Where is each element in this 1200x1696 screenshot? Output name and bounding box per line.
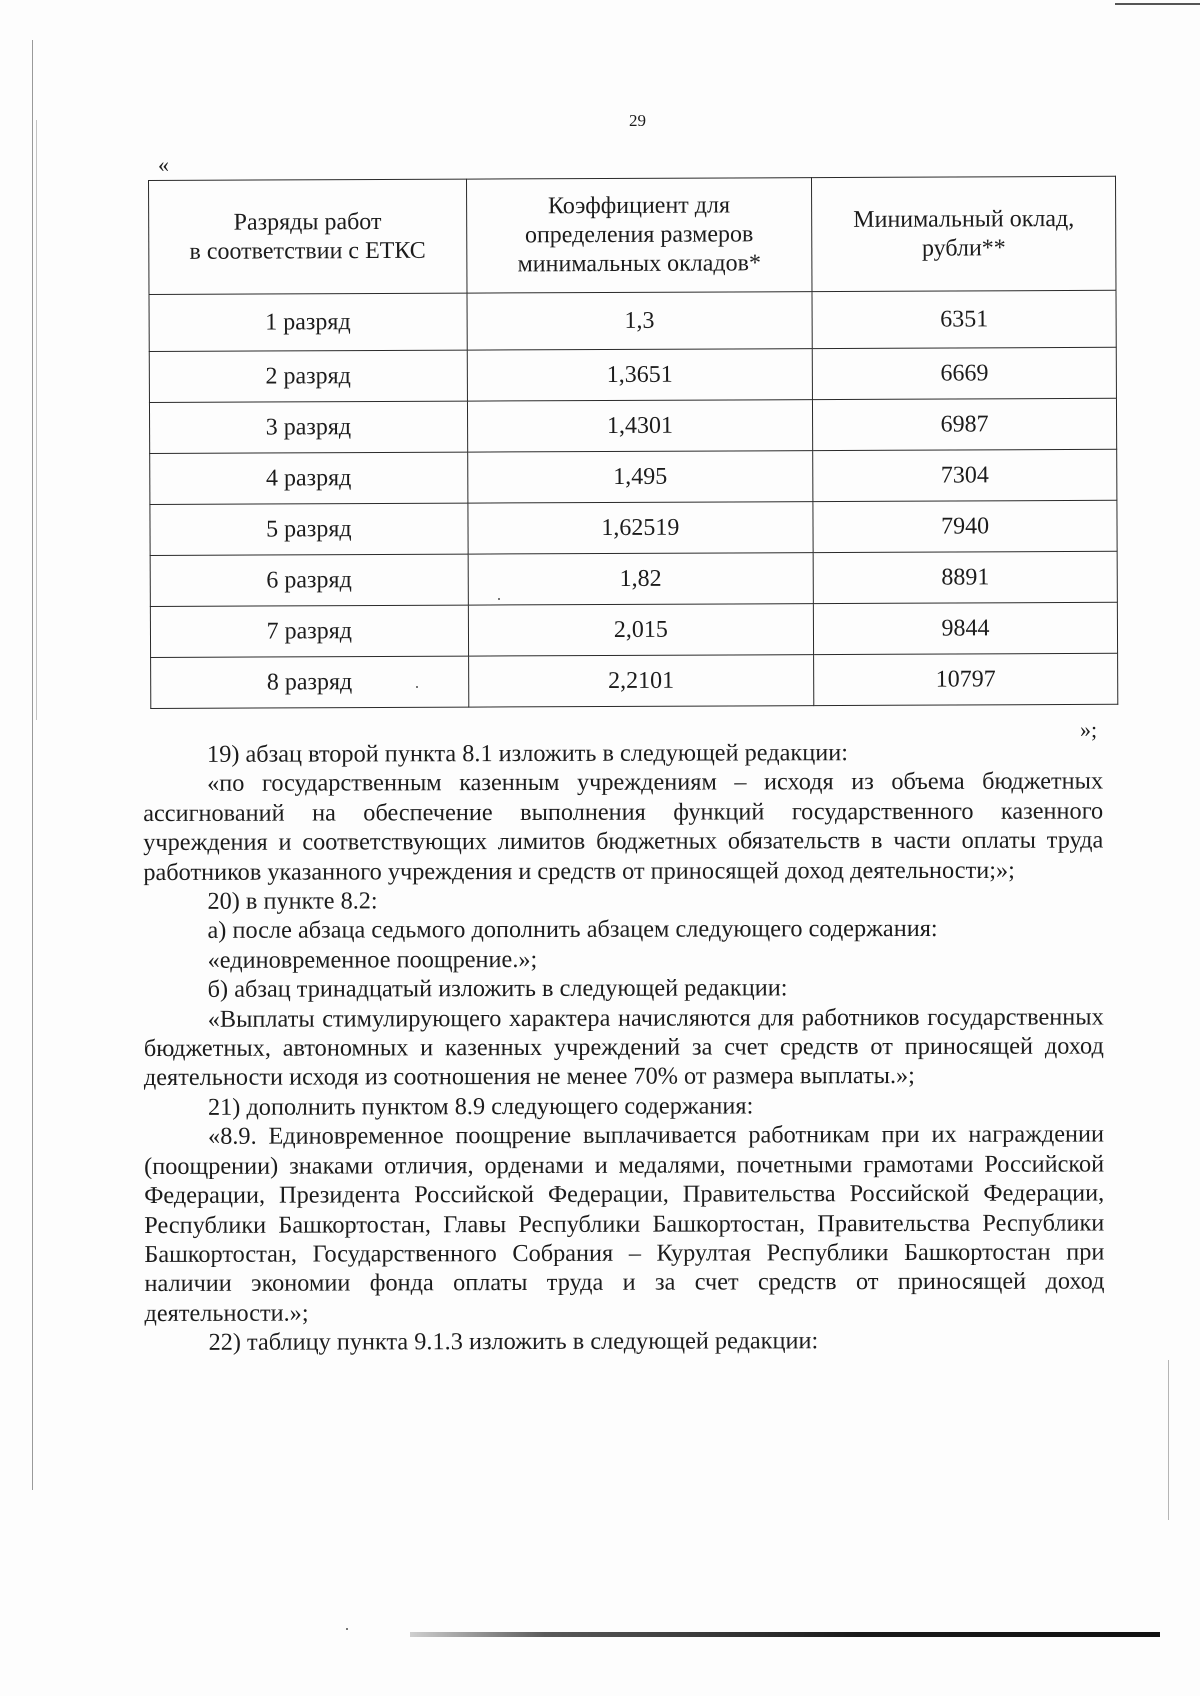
cell-min-salary: 8891 (813, 551, 1117, 603)
cell-grade: 8 разряд (151, 656, 469, 708)
cell-min-salary: 6669 (812, 347, 1116, 399)
scan-artifact-right-edge (1168, 1360, 1169, 1520)
scan-artifact-dot (346, 1628, 348, 1630)
table-row (149, 290, 1116, 351)
table-row (150, 449, 1117, 504)
cell-min-salary: 6987 (813, 398, 1117, 450)
paragraph-item-22: 22) таблицу пункта 9.1.3 изложить в следующей редакции: (208, 1327, 819, 1356)
paragraph-quote-8-1: «по государственным казенным учреждениям – исходя из объема бюджетных ассигнований на обеспечение выполнения функций государственного казенного учреждения и соответствующих лимитов бюджетных обязательств в части оплаты труда работников указанного учреждения и средств от приносящей доход деятельности;»; (143, 767, 1104, 886)
cell-min-salary: 7304 (813, 449, 1117, 501)
table-row (149, 347, 1116, 402)
cell-grade: 5 разряд (150, 503, 468, 555)
table-close-quote: »; (1080, 717, 1098, 742)
table-row (150, 500, 1117, 555)
table-open-quote: « (158, 152, 169, 177)
header-line: Разряды работ (233, 208, 382, 236)
cell-coefficient: 1,4301 (467, 400, 813, 453)
header-line: определения размеров (524, 221, 754, 249)
header-line: рубли** (921, 234, 1006, 262)
cell-grade: 1 разряд (149, 293, 467, 351)
table-row (150, 551, 1117, 606)
scan-artifact-left-edge (32, 40, 33, 1490)
cell-coefficient: 1,62519 (468, 502, 814, 555)
salary-table (148, 176, 1118, 709)
paragraph-item-19: 19) абзац второй пункта 8.1 изложить в следующей редакции: (207, 739, 848, 768)
header-line: Минимальный оклад, (853, 205, 1075, 233)
cell-coefficient: 1,3651 (467, 349, 813, 402)
cell-grade: 4 разряд (150, 452, 468, 504)
cell-grade: 7 разряд (150, 605, 468, 657)
paragraph-item-21: 21) дополнить пунктом 8.9 следующего содержания: (207, 1092, 754, 1121)
cell-min-salary: 9844 (813, 602, 1117, 654)
scan-artifact-left-edge-faint (36, 120, 37, 720)
header-cell-coefficient (466, 178, 812, 294)
cell-grade: 6 разряд (150, 554, 468, 606)
table-row (149, 398, 1116, 453)
header-cell-grade (149, 179, 467, 294)
header-line: минимальных окладов* (517, 250, 761, 278)
paragraph-quote-8-9: «8.9. Единовременное поощрение выплачивается работникам при их награждении (поощрении) знаками отличия, орденами и медалями, почетными грамотами Российской Федерации, Президента Российской Федерации, Правительства Российской Федерации, Республики Башкортостан, Главы Республики Башкортостан, Правительства Республики Башкортостан, Государственного Собрания – Курултая Республики Башкортостан при наличии экономии фонда оплаты труда и за счет средств от приносящей доход деятельности.»; (144, 1120, 1105, 1327)
cell-grade: 2 разряд (149, 350, 467, 402)
header-line: Коэффициент для (547, 192, 731, 220)
table-row (150, 602, 1117, 657)
table-header-row (149, 176, 1116, 294)
scan-artifact-top-right (1115, 3, 1200, 5)
header-line: в соответствии с ЕТКС (189, 237, 426, 265)
scan-artifact-bottom-line (410, 1632, 1160, 1637)
cell-min-salary: 10797 (814, 653, 1118, 705)
paragraph-item-20: 20) в пункте 8.2: (207, 887, 378, 915)
cell-coefficient: 2,2101 (468, 655, 814, 708)
cell-grade: 3 разряд (149, 401, 467, 453)
paragraph-subitem-b: б) абзац тринадцатый изложить в следующей редакции: (207, 974, 788, 1004)
cell-min-salary: 6351 (812, 290, 1116, 348)
cell-min-salary: 7940 (813, 500, 1117, 552)
page-number: 29 (629, 111, 646, 130)
cell-coefficient: 1,82 (468, 553, 814, 606)
cell-coefficient: 1,3 (467, 292, 813, 351)
header-cell-min-salary (812, 176, 1116, 291)
cell-coefficient: 2,015 (468, 604, 814, 657)
paragraph-quote-incentive: «Выплаты стимулирующего характера начисляются для работников государственных бюджетных, автономных и казенных учреждений за счет средств от приносящей доход деятельности исходя из соотношения не менее 70% от размера выплаты.»; (143, 1003, 1104, 1092)
paragraph-quote-bonus: «единовременное поощрение.»; (207, 945, 538, 974)
document-body (143, 737, 1105, 1357)
cell-coefficient: 1,495 (467, 451, 813, 504)
table-row (151, 653, 1118, 708)
paragraph-subitem-a: а) после абзаца седьмого дополнить абзацем следующего содержания: (207, 915, 938, 945)
